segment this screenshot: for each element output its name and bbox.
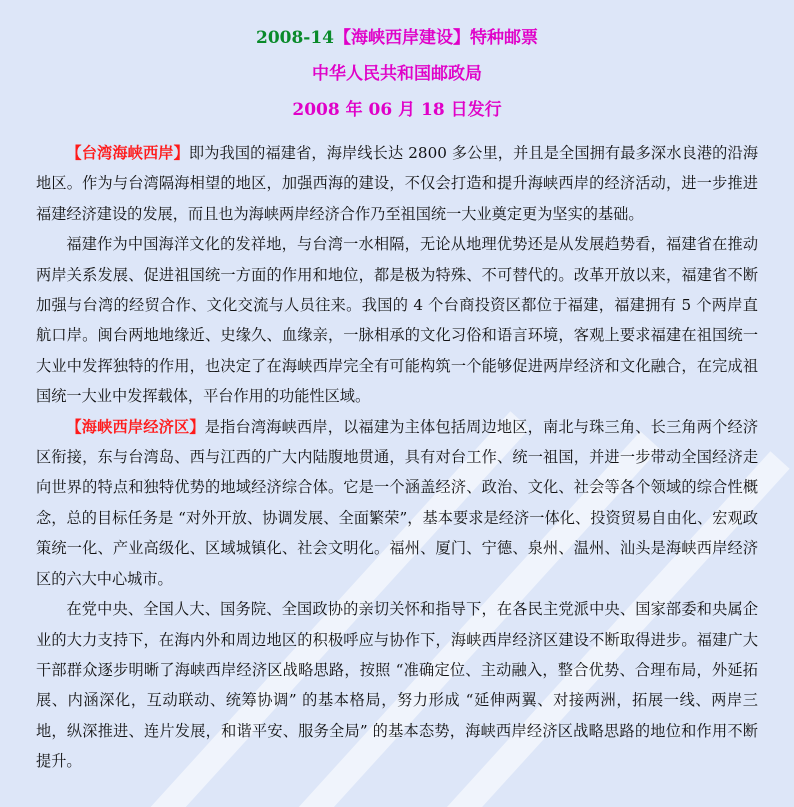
stamp-code: 2008-14 [255, 28, 335, 48]
paragraph-2 [36, 229, 758, 411]
paragraph-1 [36, 138, 758, 229]
stamp-title [36, 28, 758, 48]
paragraph-text: 福建作为中国海洋文化的发祥地，与台湾一水相隔，无论从地理优势还是从发展趋势看，福建省在推动两岸关系发展、促进祖国统一方面的作用和地位，都是极为特殊、不可替代的。改革开放以来，福建省不断加强与台湾的经贸合作、文化交流与人员往来。我国的 4 个台商投资区都位于福建，福建拥有 5 个两岸直航口岸。闽台两地地缘近、史缘久、血缘亲，一脉相承的文化习俗和语言环境，客观上要求福建在祖国统一大业中发挥独特的作用，也决定了在海峡西岸完全有可能构筑一个能够促进两岸经济和文化融合，在完成祖国统一大业中发挥载体，平台作用的功能性区域。 [36, 235, 758, 406]
issue-date: 2008 年 06 月 18 日发行 [292, 100, 502, 120]
issuer: 中华人民共和国邮政局 [312, 64, 482, 84]
paragraph-4 [36, 594, 758, 776]
article-body [36, 138, 758, 777]
paragraph-3 [36, 412, 758, 594]
paragraph-text: 是指台湾海峡西岸，以福建为主体包括周边地区，南北与珠三角、长三角两个经济区衔接，东与台湾岛、西与江西的广大内陆腹地贯通，具有对台工作、统一祖国，并进一步带动全国经济走向世界的特点和独特优势的地域经济综合体。它是一个涵盖经济、政治、文化、社会等各个领域的综合性概念，总的目标任务是 “对外开放、协调发展、全面繁荣”，基本要求是经济一体化、投资贸易自由化、宏观政策统一化、产业高级化、区域城镇化、社会文明化。福州、厦门、宁德、泉州、温州、汕头是海峡西岸经济区的六大中心城市。 [36, 417, 759, 588]
keyword-taiwan-strait-west: 【台湾海峡西岸】 [66, 144, 189, 162]
keyword-economic-zone: 【海峡西岸经济区】 [66, 417, 205, 436]
paragraph-text: 即为我国的福建省，海岸线长达 2800 多公里，并且是全国拥有最多深水良港的沿海地区。作为与台湾隔海相望的地区，加强西海的建设，不仅会打造和提升海峡西岸的经济活动，进一步推进福建经济建设的发展，而且也为海峡两岸经济合作乃至祖国统一大业奠定更为坚实的基础。 [36, 144, 759, 223]
stamp-name: 【海峡西岸建设】特种邮票 [334, 28, 539, 48]
paragraph-text: 在党中央、全国人大、国务院、全国政协的亲切关怀和指导下，在各民主党派中央、国家部委和央属企业的大力支持下，在海内外和周边地区的积极呼应与协作下，海峡西岸经济区建设不断取得进步。福建广大干部群众逐步明晰了海峡西岸经济区战略思路，按照 “准确定位、主动融入，整合优势、合理布局，外延拓展、内涵深化，互动联动、统筹协调” 的基本格局，努力形成 “延伸两翼、对接两洲，拓展一线、两岸三地，纵深推进、连片发展，和谐平安、服务全局” 的基本态势，海峡西岸经济区战略思路的地位和作用不断提升。 [36, 600, 758, 771]
